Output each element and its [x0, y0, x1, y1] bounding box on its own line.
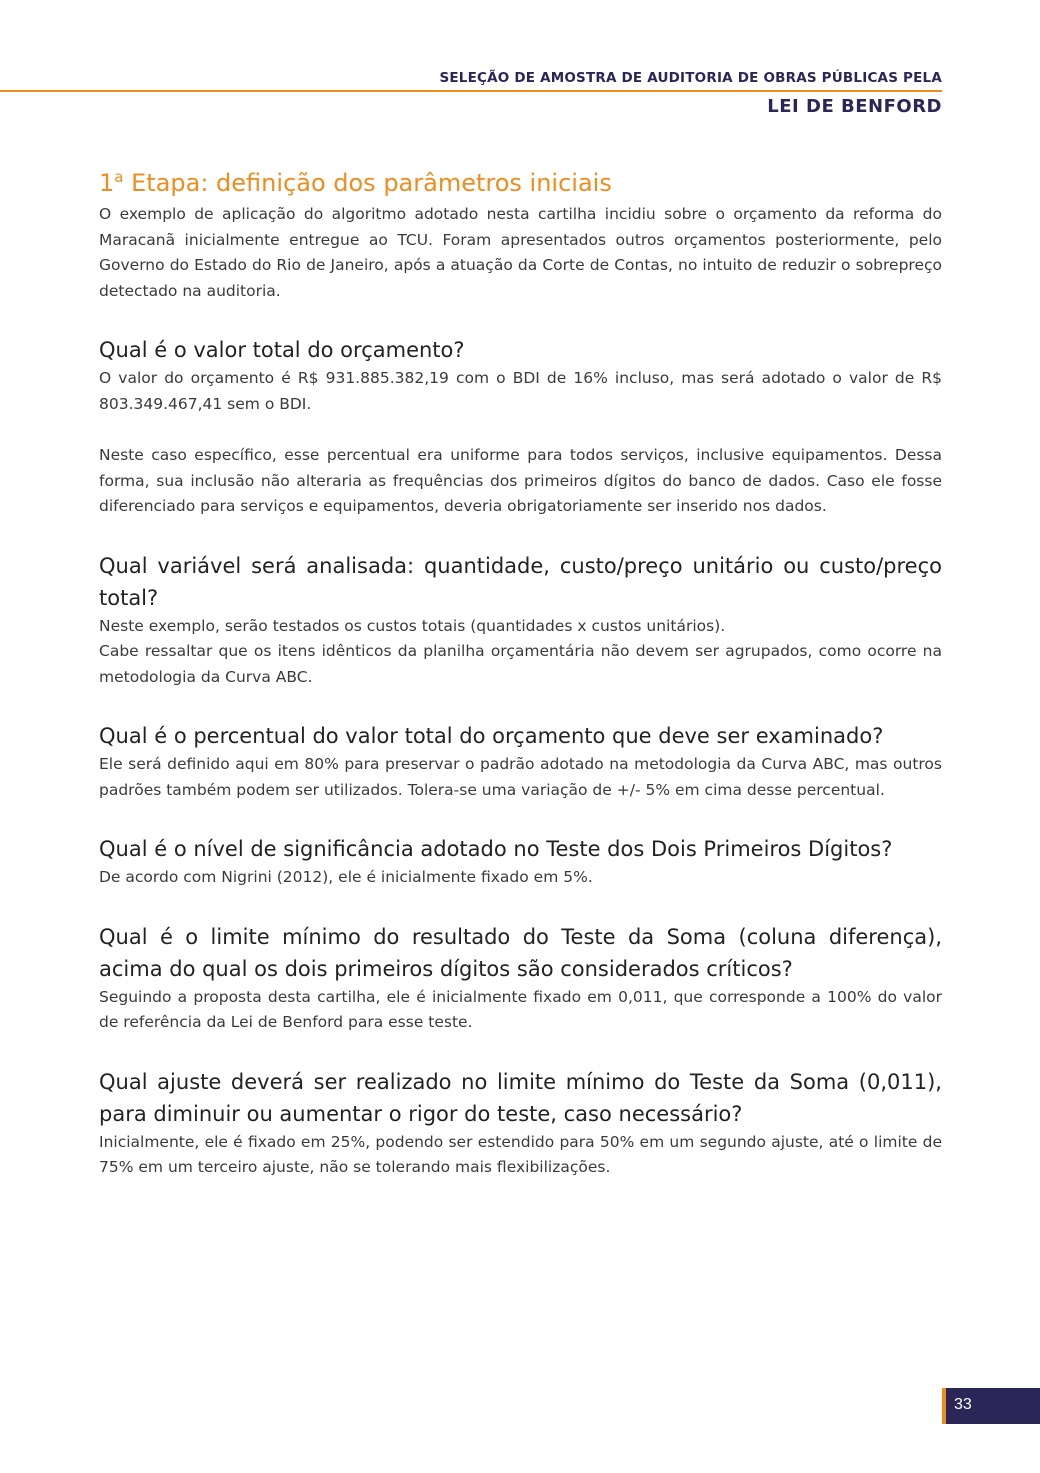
- section-significance: [99, 833, 942, 891]
- section-paragraph: Neste caso específico, esse percentual era uniforme para todos serviços, inclusive equipamentos. Dessa forma, sua inclusão não alteraria as frequências dos primeiros dígitos do banco de dados. Caso ele fosse diferenciado para serviços e equipamentos, deveria obrigatoriamente ser inserido nos dados.: [99, 446, 942, 515]
- page-number-badge: [942, 1388, 1040, 1424]
- section-paragraph: Inicialmente, ele é fixado em 25%, podendo ser estendido para 50% em um segundo ajuste, até o limite de 75% em um terceiro ajuste, não se tolerando mais flexibilizações.: [99, 1132, 942, 1176]
- section-adjustment: [99, 1066, 942, 1181]
- section-question: Qual é o percentual do valor total do orçamento que deve ser examinado?: [99, 724, 884, 748]
- page-content: [99, 160, 942, 1181]
- section-paragraph: Cabe ressaltar que os itens idênticos da planilha orçamentária não devem ser agrupados, como ocorre na metodologia da Curva ABC.: [99, 642, 942, 686]
- section-paragraph: Neste exemplo, serão testados os custos totais (quantidades x custos unitários).: [99, 616, 726, 635]
- stage-number: 1: [99, 169, 115, 197]
- header-publication-subtitle: LEI DE BENFORD: [767, 96, 942, 117]
- page-number: 33: [954, 1396, 972, 1413]
- section-paragraph: De acordo com Nigrini (2012), ele é inicialmente fixado em 5%.: [99, 868, 593, 886]
- section-question: Qual é o nível de significância adotado no Teste dos Dois Primeiros Dígitos?: [99, 837, 893, 861]
- section-question: Qual é o limite mínimo do resultado do Teste da Soma (coluna diferença), acima do qual os dois primeiros dígitos são considerados críticos?: [99, 924, 942, 981]
- section-question: Qual variável será analisada: quantidade, custo/preço unitário ou custo/preço total?: [99, 553, 942, 610]
- section-paragraph: O valor do orçamento é R$ 931.885.382,19 com o BDI de 16% incluso, mas será adotado o valor de R$ 803.349.467,41 sem o BDI.: [99, 369, 942, 413]
- section-paragraph: Ele será definido aqui em 80% para preservar o padrão adotado na metodologia da Curva ABC, mas outros padrões também podem ser utilizados. Tolera-se uma variação de +/- 5% em cima desse percentual.: [99, 755, 942, 799]
- section-paragraph: Seguindo a proposta desta cartilha, ele é inicialmente fixado em 0,011, que corresponde a 100% do valor de referência da Lei de Benford para esse teste.: [99, 987, 942, 1031]
- section-percentage: [99, 720, 942, 803]
- section-minimum-limit: [99, 921, 942, 1036]
- stage-intro: O exemplo de aplicação do algoritmo adotado nesta cartilha incidiu sobre o orçamento da reforma do Maracanã inicialmente entregue ao TCU. Foram apresentados outros orçamentos posteriormente, pelo Governo do Estado do Rio de Janeiro, após a atuação da Corte de Contas, no intuito de reduzir o sobrepreço detectado na auditoria.: [99, 205, 942, 300]
- stage-ordinal: a: [114, 168, 124, 186]
- section-question: Qual ajuste deverá ser realizado no limite mínimo do Teste da Soma (0,011), para diminuir ou aumentar o rigor do teste, caso necessário?: [99, 1069, 942, 1126]
- page-header: [0, 0, 1040, 130]
- section-question: Qual é o valor total do orçamento?: [99, 338, 465, 362]
- section-total-value: [99, 334, 942, 520]
- stage-title-text: Etapa: definição dos parâmetros iniciais: [123, 169, 612, 197]
- section-variable: [99, 550, 942, 691]
- page-number-accent: [942, 1388, 946, 1424]
- header-publication-title: SELEÇÃO DE AMOSTRA DE AUDITORIA DE OBRAS PÚBLICAS PELA: [439, 70, 942, 86]
- stage-title: [99, 160, 942, 200]
- header-divider: [0, 90, 942, 92]
